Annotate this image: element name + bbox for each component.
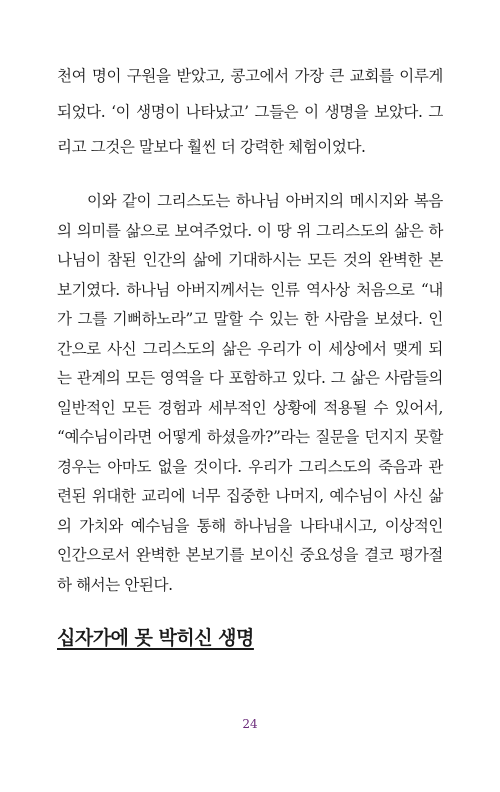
text-line: 의 의미를 삶으로 보여주었다. 이 땅 위 그리스도의 삶은 하: [57, 222, 443, 240]
text-line: “예수님이라면 어떻게 하셨을까?”라는 질문을 던지지 못할: [57, 428, 443, 446]
text-line: 의 가치와 예수님을 통해 하나님을 나타내시고, 이상적인: [57, 517, 443, 535]
text-line: 가 그를 기뻐하노라”고 말할 수 있는 한 사람을 보셨다. 인: [57, 310, 443, 328]
text-line: 인간으로서 완벽한 본보기를 보이신 중요성을 결코 평가절: [57, 546, 443, 564]
text-line: 나님이 참된 인간의 삶에 기대하시는 모든 것의 완벽한 본: [57, 251, 443, 269]
text-line: 간으로 사신 그리스도의 삶은 우리가 이 세상에서 맺게 되: [57, 340, 443, 358]
text-line: 천여 명이 구원을 받았고, 콩고에서 가장 큰 교회를 이루게: [57, 67, 443, 85]
text-line: 이와 같이 그리스도는 하나님 아버지의 메시지와 복음: [87, 192, 443, 210]
page-number: 24: [242, 717, 258, 731]
text-line: 경우는 아마도 없을 것이다. 우리가 그리스도의 죽음과 관: [57, 458, 443, 476]
text-line: 되었다. ‘이 생명이 나타났고’ 그들은 이 생명을 보았다. 그: [57, 103, 443, 121]
text-line: 하 해서는 안된다.: [57, 576, 173, 594]
section-heading: 십자가에 못 박히신 생명: [57, 627, 254, 649]
text-line: 보기였다. 하나님 아버지께서는 인류 역사상 처음으로 “내: [57, 281, 443, 299]
text-line: 는 관계의 모든 영역을 다 포함하고 있다. 그 삶은 사람들의: [57, 369, 443, 387]
text-line: 련된 위대한 교리에 너무 집중한 나머지, 예수님이 사신 삶: [57, 487, 443, 505]
text-line: 리고 그것은 말보다 훨씬 더 강력한 체험이었다.: [57, 138, 366, 156]
text-line: 일반적인 모든 경험과 세부적인 상황에 적용될 수 있어서,: [57, 399, 443, 417]
